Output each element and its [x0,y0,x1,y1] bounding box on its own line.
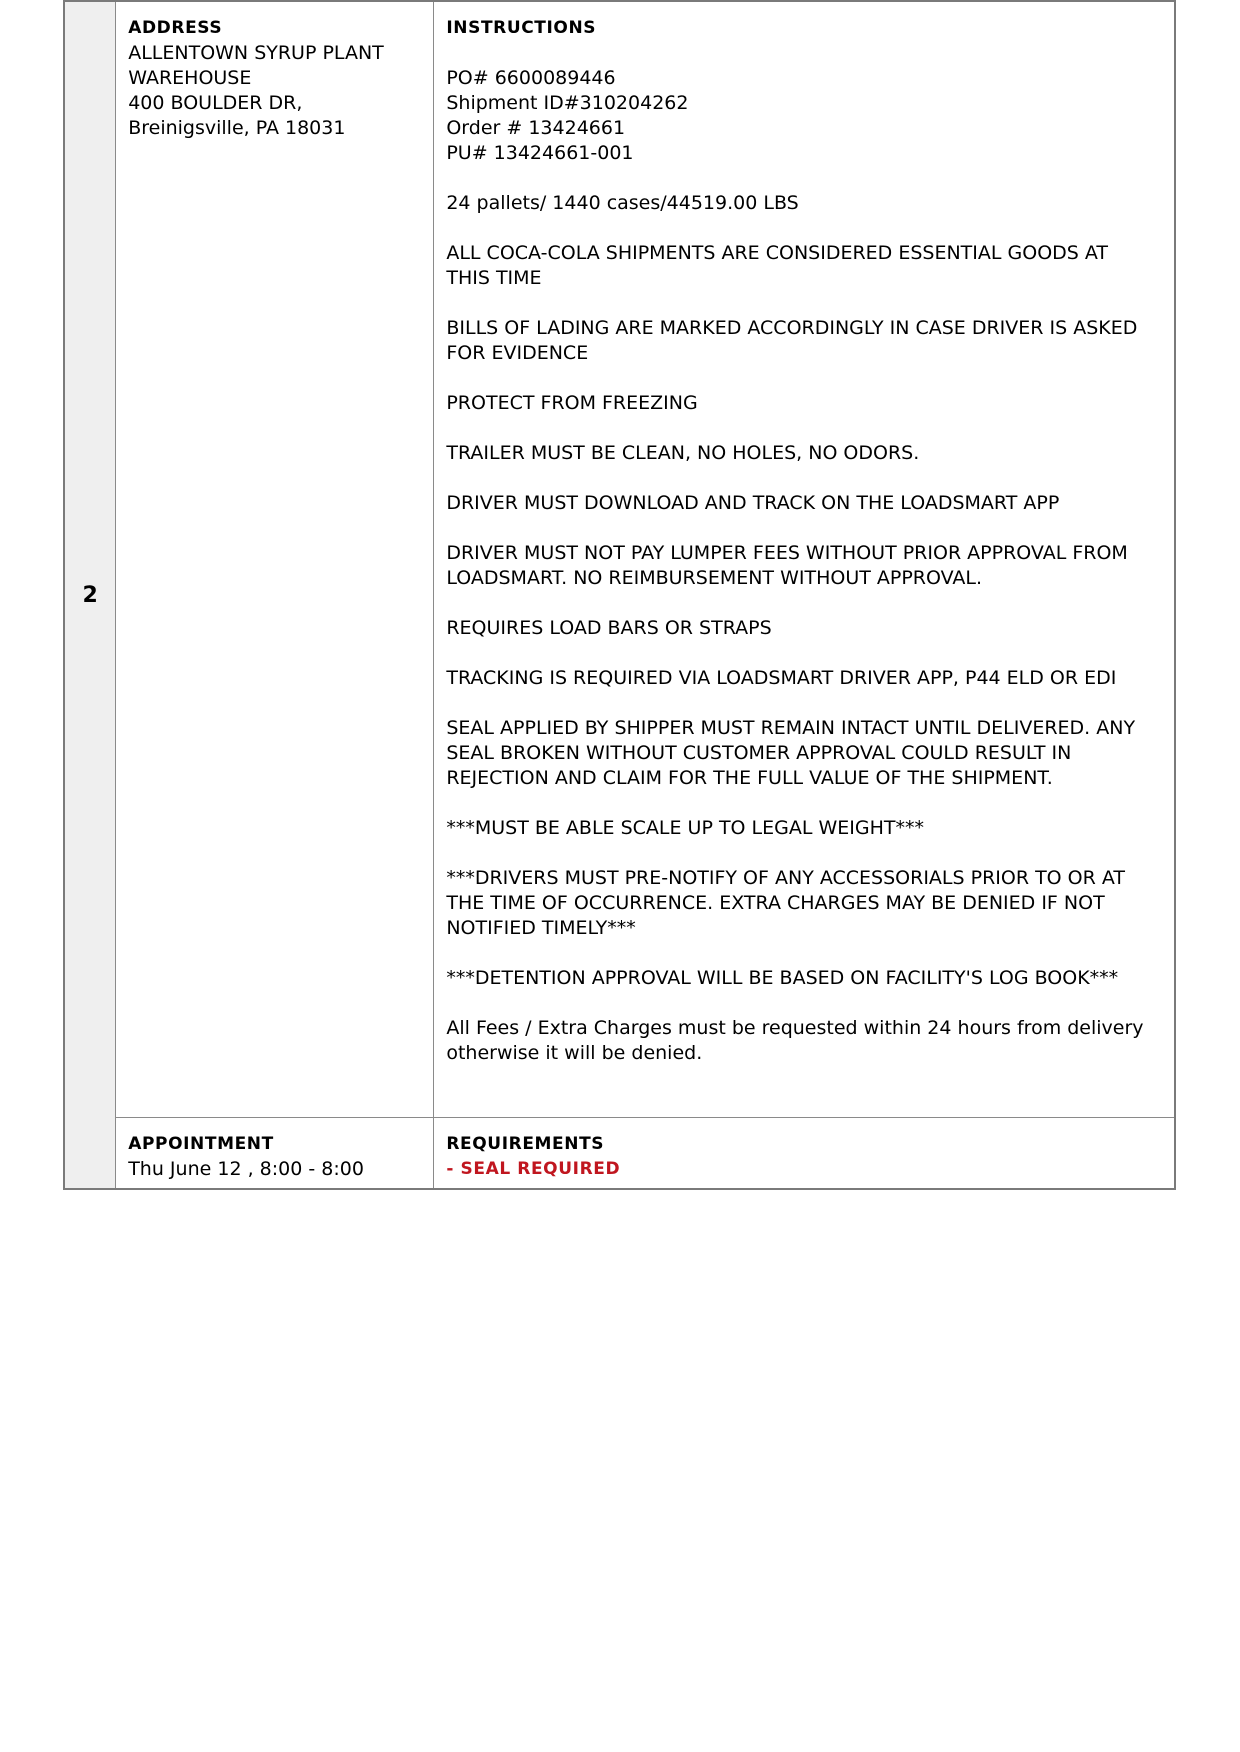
instruction-paragraph: BILLS OF LADING ARE MARKED ACCORDINGLY IN CASE DRIVER IS ASKED FOR EVIDENCE [446,317,1138,364]
instruction-paragraph: SEAL APPLIED BY SHIPPER MUST REMAIN INTACT UNTIL DELIVERED. ANY SEAL BROKEN WITHOUT CUSTOMER APPROVAL COULD RESULT IN REJECTION AND CLAIM FOR THE FULL VALUE OF THE SHIPMENT. [446,717,1136,789]
instructions-label: INSTRUCTIONS [446,18,597,38]
address-line: 400 BOULDER DR, [128,92,303,114]
stop-number: 2 [64,1,116,1189]
stop-details-row [64,1,1175,1118]
appointment-label: APPOINTMENT [128,1134,274,1154]
instruction-paragraph: TRACKING IS REQUIRED VIA LOADSMART DRIVER APP, P44 ELD OR EDI [446,667,1117,689]
shipment-id: Shipment ID#310204262 [446,92,689,114]
instruction-paragraph: DRIVER MUST DOWNLOAD AND TRACK ON THE LOADSMART APP [446,492,1060,514]
order-number: Order # 13424661 [446,117,626,139]
instruction-paragraph: ***DETENTION APPROVAL WILL BE BASED ON FACILITY'S LOG BOOK*** [446,967,1119,989]
instruction-paragraph: All Fees / Extra Charges must be requested within 24 hours from delivery otherwise it will be denied. [446,1017,1144,1064]
appointment-value: Thu June 12 , 8:00 - 8:00 [128,1158,364,1180]
instruction-paragraph: PROTECT FROM FREEZING [446,392,698,414]
instruction-paragraph: 24 pallets/ 1440 cases/44519.00 LBS [446,192,799,214]
stop-table [63,0,1176,1190]
appointment-cell [116,1118,434,1190]
address-line: Breinigsville, PA 18031 [128,117,346,139]
address-label: ADDRESS [128,18,223,38]
instruction-paragraph: TRAILER MUST BE CLEAN, NO HOLES, NO ODORS. [446,442,920,464]
address-cell [116,1,434,1118]
instruction-paragraph: REQUIRES LOAD BARS OR STRAPS [446,617,772,639]
requirements-cell [434,1118,1175,1190]
pu-number: PU# 13424661-001 [446,142,634,164]
seal-required-flag: - SEAL REQUIRED [446,1159,621,1179]
address-line: ALLENTOWN SYRUP PLANT [128,42,384,64]
reference-numbers [446,66,1162,166]
po-number: PO# 6600089446 [446,67,616,89]
instruction-paragraph: ALL COCA-COLA SHIPMENTS ARE CONSIDERED ESSENTIAL GOODS AT THIS TIME [446,242,1109,289]
stop-appointment-row [64,1118,1175,1190]
instruction-paragraph: DRIVER MUST NOT PAY LUMPER FEES WITHOUT PRIOR APPROVAL FROM LOADSMART. NO REIMBURSEMENT WITHOUT APPROVAL. [446,542,1128,589]
instruction-paragraph: ***DRIVERS MUST PRE-NOTIFY OF ANY ACCESSORIALS PRIOR TO OR AT THE TIME OF OCCURRENCE. EXTRA CHARGES MAY BE DENIED IF NOT NOTIFIED TIMELY*** [446,867,1125,939]
requirements-label: REQUIREMENTS [446,1134,605,1154]
instruction-paragraph: ***MUST BE ABLE SCALE UP TO LEGAL WEIGHT*** [446,817,924,839]
address-line: WAREHOUSE [128,67,252,89]
instruction-paragraphs [446,191,1162,1066]
instructions-cell [434,1,1175,1118]
